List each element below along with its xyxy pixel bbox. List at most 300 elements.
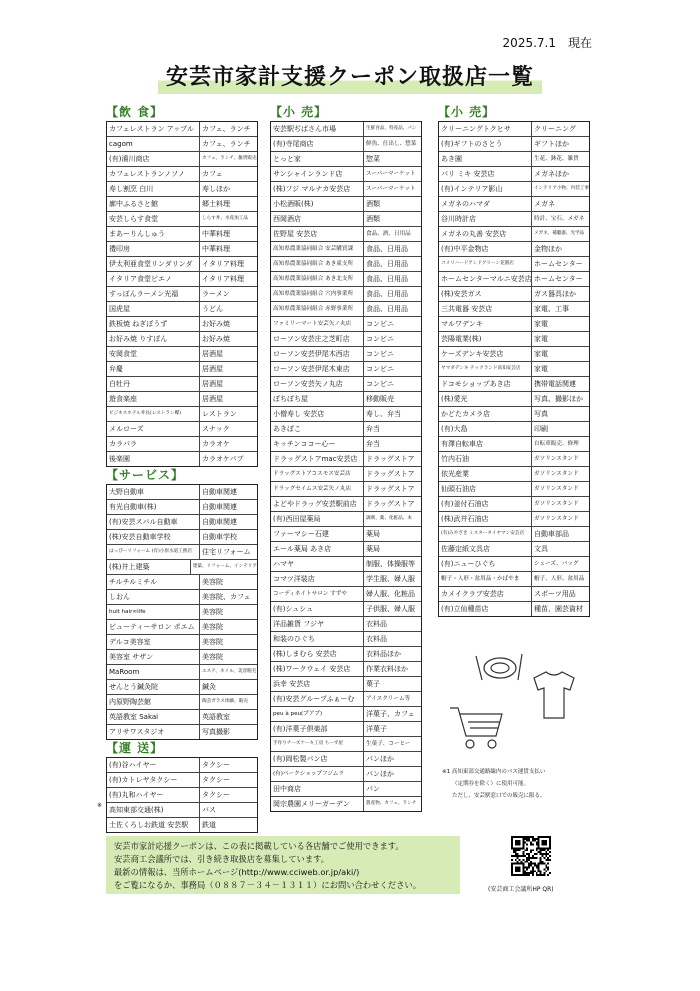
table-row bbox=[439, 257, 589, 272]
shop-name: 有光自動車(株) bbox=[107, 500, 200, 514]
shop-category: 作業衣料ほか bbox=[366, 665, 408, 673]
table-row bbox=[271, 767, 421, 782]
shop-name: (有)寺尾商店 bbox=[271, 137, 364, 151]
shop-name: 寿し割烹 白川 bbox=[107, 182, 200, 196]
shop-category: スーパーマーケット bbox=[366, 171, 416, 177]
shop-category: 英語教室 bbox=[202, 713, 230, 721]
shop-category: バス bbox=[202, 806, 216, 814]
table-row bbox=[107, 302, 257, 317]
table-row bbox=[107, 818, 257, 832]
shop-category: 鍼灸 bbox=[202, 683, 216, 691]
shop-category: パンほか bbox=[366, 770, 394, 778]
tshirt-icon bbox=[534, 672, 574, 718]
shop-name: 田中商店 bbox=[271, 782, 364, 796]
table-row bbox=[439, 287, 589, 302]
shop-category: メガネ bbox=[534, 200, 555, 208]
table-row bbox=[271, 467, 421, 482]
shop-category: 鮮魚、仕出し、惣菜 bbox=[366, 141, 417, 147]
shop-name: すっぽんラーメン光福 bbox=[107, 287, 200, 301]
table-row bbox=[107, 758, 257, 773]
shop-category: 美容院 bbox=[202, 623, 223, 631]
shop-table bbox=[106, 121, 258, 467]
shop-category: 居酒屋 bbox=[202, 380, 223, 388]
shop-name: (株)ワークウェイ 安芸店 bbox=[271, 662, 364, 676]
shop-category: 家電 bbox=[534, 320, 548, 328]
shop-category: ガソリンスタンド bbox=[534, 471, 579, 477]
table-row bbox=[271, 137, 421, 152]
shop-category: 婦人服、化粧品 bbox=[366, 590, 415, 598]
shop-category: ドラッグストア bbox=[366, 470, 415, 478]
shop-category: コンビニ bbox=[366, 350, 394, 358]
shop-name: ローソン安芸伊尾木西店 bbox=[271, 347, 364, 361]
shop-name: ドラッグセイムス安芸矢ノ丸店 bbox=[271, 482, 364, 496]
footer-line-4: をご覧になるか、事務局（０８８７－３４－１３１１）にお問い合わせください。 bbox=[114, 880, 421, 890]
shop-name: (有)みやざき ミスタータイヤマン安芸店 bbox=[439, 527, 532, 541]
shop-category: 自転車販売、修理 bbox=[534, 441, 579, 447]
table-row bbox=[107, 500, 257, 515]
shop-name: かどたカメラ店 bbox=[439, 407, 532, 421]
table-row bbox=[107, 530, 257, 545]
shop-category: 中華料理 bbox=[202, 230, 230, 238]
illustration-icons bbox=[442, 648, 582, 758]
shop-category: コンビニ bbox=[366, 365, 394, 373]
shop-name: 高知県農業協同組合 あき東支所 bbox=[271, 257, 364, 271]
table-row bbox=[107, 485, 257, 500]
shop-category: ドラッグストア bbox=[366, 455, 415, 463]
shop-name: あきぼこ bbox=[271, 422, 364, 436]
shop-category: ホームセンター bbox=[534, 260, 583, 268]
shop-category: 食品、日用品 bbox=[366, 275, 408, 283]
shop-name: 高知県農業協同組合 あき北支所 bbox=[271, 272, 364, 286]
shop-category: 衣料品 bbox=[366, 620, 387, 628]
shop-name: (有)大島 bbox=[439, 422, 532, 436]
shop-category: 鉄道 bbox=[202, 821, 216, 829]
shop-category: 食品、日用品 bbox=[366, 245, 408, 253]
table-row bbox=[107, 317, 257, 332]
category-heading: 【サービス】 bbox=[106, 468, 185, 482]
shop-name: ファーマシー石建 bbox=[271, 527, 364, 541]
table-row bbox=[107, 515, 257, 530]
date-label: 2025.7.1 現在 bbox=[502, 36, 592, 50]
table-row bbox=[107, 242, 257, 257]
shop-category: 衣料品ほか bbox=[366, 650, 401, 658]
shop-category: 金物ほか bbox=[534, 245, 562, 253]
shop-category: 居酒屋 bbox=[202, 395, 223, 403]
table-row bbox=[439, 302, 589, 317]
table-row bbox=[107, 635, 257, 650]
footer-line-2: 安芸商工会議所では、引き続き取扱店を募集しています。 bbox=[114, 854, 330, 864]
shop-name: あき園 bbox=[439, 152, 532, 166]
table-row bbox=[271, 647, 421, 662]
table-row bbox=[271, 587, 421, 602]
table-row bbox=[439, 602, 589, 616]
table-row bbox=[107, 452, 257, 466]
table-row bbox=[271, 572, 421, 587]
shop-name: ローソン安芸伊尾木東店 bbox=[271, 362, 364, 376]
shop-category: ガソリンスタンド bbox=[534, 486, 579, 492]
shop-name: 小僧寿し 安芸店 bbox=[271, 407, 364, 421]
table-row bbox=[439, 362, 589, 377]
table-row bbox=[439, 272, 589, 287]
shop-name: ヤマダデンキ テックランド高知安芸店 bbox=[439, 362, 532, 376]
shop-name: 禮印房 bbox=[107, 242, 200, 256]
shop-category: ガソリンスタンド bbox=[534, 516, 579, 522]
shop-category: 寿しほか bbox=[202, 185, 230, 193]
table-row bbox=[439, 437, 589, 452]
table-row bbox=[271, 542, 421, 557]
table-row bbox=[107, 197, 257, 212]
table-row bbox=[107, 773, 257, 788]
shop-category: タクシー bbox=[202, 776, 230, 784]
shop-category: 家電、工事 bbox=[534, 305, 569, 313]
table-row bbox=[439, 242, 589, 257]
table-row bbox=[271, 302, 421, 317]
table-row bbox=[107, 803, 257, 818]
shop-name: 英語教室 Sakai bbox=[107, 710, 200, 724]
shop-category: 学生服、婦人服 bbox=[366, 575, 415, 583]
shop-category: 薬局 bbox=[366, 530, 380, 538]
shop-name: (有)洋菓子倶楽部 bbox=[271, 722, 364, 736]
shop-category: ラーメン bbox=[202, 290, 230, 298]
shop-category: 弁当 bbox=[366, 440, 380, 448]
shop-name: ハマヤ bbox=[271, 557, 364, 571]
shop-category: 写真 bbox=[534, 410, 548, 418]
shop-category: 食品、日用品 bbox=[366, 260, 408, 268]
table-row bbox=[107, 422, 257, 437]
shop-name: (株)安芸ガス bbox=[439, 287, 532, 301]
table-row bbox=[439, 332, 589, 347]
shop-name: ビューティーサロン ポエム bbox=[107, 620, 200, 634]
shop-name: (有)安芸スバル自動車 bbox=[107, 515, 200, 529]
table-row bbox=[271, 407, 421, 422]
shop-category: パン bbox=[366, 785, 380, 793]
shopping-cart-icon bbox=[450, 708, 502, 748]
shop-category: 郷土料理 bbox=[202, 200, 230, 208]
shop-category: 建築、リフォーム、インテリア bbox=[192, 564, 257, 569]
shop-category: 居酒屋 bbox=[202, 350, 223, 358]
shop-name: メガネの丸善 安芸店 bbox=[439, 227, 532, 241]
shop-name: (株)井上建築 bbox=[107, 560, 191, 574]
shop-category: カラオケ bbox=[202, 440, 230, 448]
table-row bbox=[439, 542, 589, 557]
shop-category: ドラッグストア bbox=[366, 500, 415, 508]
shop-category: タクシー bbox=[202, 761, 230, 769]
table-row bbox=[271, 632, 421, 647]
shop-category: 生鮮食品、特産品、パン bbox=[366, 126, 417, 131]
shop-category: 時計、宝石、メガネ bbox=[534, 216, 585, 222]
table-row bbox=[439, 122, 589, 137]
table-row bbox=[439, 587, 589, 602]
shop-name: 三共電器 安芸店 bbox=[439, 302, 532, 316]
shop-category: 印刷 bbox=[534, 425, 548, 433]
table-row bbox=[107, 695, 257, 710]
shop-name: ローソン安芸矢ノ丸店 bbox=[271, 377, 364, 391]
shop-category: 美容院 bbox=[202, 608, 223, 616]
shop-category: 食品、日用品 bbox=[366, 290, 408, 298]
shop-name: 弁慶 bbox=[107, 362, 200, 376]
table-row bbox=[439, 467, 589, 482]
shop-category: 家電 bbox=[534, 365, 548, 373]
note-line-2: （定期券を除く）に使用可能。 bbox=[452, 781, 530, 787]
shop-category: レストラン bbox=[202, 410, 237, 418]
shop-category: 子供服、婦人服 bbox=[366, 605, 415, 613]
table-row bbox=[107, 257, 257, 272]
shop-name: (有)谷ハイヤー bbox=[107, 758, 200, 772]
table-row bbox=[271, 662, 421, 677]
table-row bbox=[271, 182, 421, 197]
table-row bbox=[271, 677, 421, 692]
shop-category: ガソリンスタンド bbox=[534, 456, 579, 462]
table-row bbox=[271, 437, 421, 452]
shop-name: (有)ニューひぐち bbox=[439, 557, 532, 571]
table-row bbox=[271, 617, 421, 632]
shop-name: カフェレストラン アップル bbox=[107, 122, 200, 136]
shop-name: (有)中平金物店 bbox=[439, 242, 532, 256]
shop-category: 移動販売 bbox=[366, 395, 394, 403]
shop-name: 小松酒販(株) bbox=[271, 197, 364, 211]
table-row bbox=[271, 527, 421, 542]
shop-category: 菓子 bbox=[366, 680, 380, 688]
footer-line-3: 最新の情報は、当所ホームページ(http://www.cciweb.or.jp/aki/) bbox=[114, 867, 360, 877]
shop-category: うどん bbox=[202, 305, 223, 313]
shop-name: peu à peu(プアプ) bbox=[271, 707, 364, 721]
table-row bbox=[439, 407, 589, 422]
shop-name: アリサワスタジオ bbox=[107, 725, 200, 739]
shop-category: スナック bbox=[202, 425, 230, 433]
shop-table bbox=[106, 757, 258, 833]
shop-category: 携帯電話関連 bbox=[534, 380, 576, 388]
shop-name: 帽子・人形・盆用品・かばやま bbox=[439, 572, 532, 586]
shop-name: 後楽園 bbox=[107, 452, 200, 466]
shop-category: 陶芸ガラス体験、販売 bbox=[202, 699, 248, 704]
table-row bbox=[271, 512, 421, 527]
shop-name: とっと家 bbox=[271, 152, 364, 166]
shop-category: 居酒屋 bbox=[202, 365, 223, 373]
shop-name: (有)濱川商店 bbox=[107, 152, 200, 166]
category-heading: 【運 送】 bbox=[106, 741, 164, 755]
shop-name: (株)フジ マルナカ安芸店 bbox=[271, 182, 364, 196]
shop-name: 廓中ふるさと館 bbox=[107, 197, 200, 211]
shop-name: (有)岡松製パン店 bbox=[271, 752, 364, 766]
table-row bbox=[107, 590, 257, 605]
shop-category: 美容院 bbox=[202, 653, 223, 661]
table-row bbox=[439, 152, 589, 167]
table-row bbox=[107, 560, 257, 575]
shop-category: カフェ、ランチ bbox=[202, 140, 251, 148]
shop-name: 安芸しらす食堂 bbox=[107, 212, 200, 226]
table-row bbox=[271, 152, 421, 167]
shop-name: メガネのハマダ bbox=[439, 197, 532, 211]
shop-category: 洋菓子、カフェ bbox=[366, 710, 415, 718]
shop-name: はっぴーリフォーム (有)小原水道工務店 bbox=[107, 545, 200, 559]
shop-category: 衣料品 bbox=[366, 635, 387, 643]
table-row bbox=[107, 377, 257, 392]
shop-category: カラオケパブ bbox=[202, 455, 244, 463]
shop-category: 家電 bbox=[534, 335, 548, 343]
table-row bbox=[439, 377, 589, 392]
table-row bbox=[271, 782, 421, 797]
qr-code-icon[interactable] bbox=[511, 836, 551, 876]
shop-name: ぼちぼち屋 bbox=[271, 392, 364, 406]
table-row bbox=[439, 557, 589, 572]
table-row bbox=[271, 797, 421, 811]
shop-name: せんとう鍼灸院 bbox=[107, 680, 200, 694]
shop-category: ドラッグストア bbox=[366, 485, 415, 493]
category-heading: 【小 売】 bbox=[270, 105, 328, 119]
shop-category: 酒類 bbox=[366, 200, 380, 208]
table-row bbox=[271, 392, 421, 407]
shop-category: 住宅リフォーム bbox=[202, 548, 251, 556]
plate-fork-knife-icon bbox=[476, 654, 522, 680]
shop-name: よどやドラッグ安芸駅前店 bbox=[271, 497, 364, 511]
table-row bbox=[439, 167, 589, 182]
shop-name: 洋品雑貨 フジヤ bbox=[271, 617, 364, 631]
table-row bbox=[107, 272, 257, 287]
shop-category: カフェ、ランチ、雑貨販売 bbox=[202, 156, 257, 161]
table-row bbox=[107, 182, 257, 197]
table-row bbox=[271, 347, 421, 362]
shop-category: ギフトほか bbox=[534, 140, 569, 148]
shop-category: メガネ、補聴器、光学品 bbox=[534, 231, 585, 236]
shop-category: 自動車関連 bbox=[202, 503, 237, 511]
shop-name: (有)丸和ハイヤー bbox=[107, 788, 200, 802]
shop-category: スポーツ用品 bbox=[534, 590, 576, 598]
shop-category: インテリア小物、内装工事 bbox=[533, 186, 589, 191]
table-row bbox=[439, 317, 589, 332]
table-row bbox=[271, 722, 421, 737]
shop-name: (有)ベークショップフジムラ bbox=[271, 767, 364, 781]
shop-name: 高知県農業協同組合 穴内事業所 bbox=[271, 287, 364, 301]
shop-category: カフェ bbox=[202, 170, 223, 178]
shop-name: 有澤自転車店 bbox=[439, 437, 532, 451]
shop-name: 国虎屋 bbox=[107, 302, 200, 316]
shop-category: 自動車学校 bbox=[202, 533, 237, 541]
shop-category: 寿し、弁当 bbox=[366, 410, 401, 418]
table-row bbox=[271, 332, 421, 347]
shop-name: お好み焼 りすぼん bbox=[107, 332, 200, 346]
shop-category: 食品、酒、日用品 bbox=[366, 231, 411, 237]
table-row bbox=[439, 422, 589, 437]
shop-name: 大野自動車 bbox=[107, 485, 200, 499]
shop-name: コマツ洋装店 bbox=[271, 572, 364, 586]
shop-category: スーパーマーケット bbox=[366, 186, 416, 192]
shop-name: デルコ美容室 bbox=[107, 635, 200, 649]
table-row bbox=[271, 707, 421, 722]
table-row bbox=[107, 437, 257, 452]
column-2 bbox=[270, 104, 422, 812]
table-row bbox=[271, 317, 421, 332]
category-heading: 【小 売】 bbox=[438, 105, 496, 119]
shop-name: カメイクラブ安芸店 bbox=[439, 587, 532, 601]
shop-name: MaRoom bbox=[107, 665, 200, 679]
shop-category: 酒類 bbox=[366, 215, 380, 223]
table-row bbox=[439, 197, 589, 212]
column-1 bbox=[106, 104, 258, 833]
page-title: 安芸市家計支援クーポン取扱店一覧 bbox=[158, 60, 542, 94]
table-row bbox=[271, 227, 421, 242]
table-row bbox=[107, 122, 257, 137]
shop-name: (有)インテリア影山 bbox=[439, 182, 532, 196]
table-row bbox=[271, 212, 421, 227]
shop-name: 和装のひぐち bbox=[271, 632, 364, 646]
shop-name: (有)シュシュ bbox=[271, 602, 364, 616]
shop-category: 種苗、園芸資材 bbox=[534, 605, 583, 613]
shop-name: 谷川時計店 bbox=[439, 212, 532, 226]
table-row bbox=[107, 212, 257, 227]
table-row bbox=[439, 512, 589, 527]
bus-note bbox=[442, 766, 546, 802]
shop-category: コンビニ bbox=[366, 335, 394, 343]
shop-category: イタリア料理 bbox=[202, 275, 244, 283]
shop-name: クリーニングトクヒサ bbox=[439, 122, 532, 136]
shop-name: 佐藤定紙文具店 bbox=[439, 542, 532, 556]
table-row bbox=[439, 497, 589, 512]
shop-name: パリ ミキ 安芸店 bbox=[439, 167, 532, 181]
shop-name: (株)武井石油店 bbox=[439, 512, 532, 526]
shop-category: 制服、体操服等 bbox=[366, 560, 415, 568]
table-row bbox=[107, 680, 257, 695]
shop-name: 高知県農業協同組合 安芸購買課 bbox=[271, 242, 364, 256]
table-row bbox=[107, 407, 257, 422]
shop-name: 仙頭石油店 bbox=[439, 482, 532, 496]
shop-table bbox=[106, 484, 258, 740]
shop-name: ドラッグストアmac安芸店 bbox=[271, 452, 364, 466]
table-row bbox=[107, 620, 257, 635]
shop-name: (有)立仙種苗店 bbox=[439, 602, 532, 616]
table-row bbox=[439, 137, 589, 152]
table-row bbox=[107, 392, 257, 407]
shop-category: シューズ、バッグ bbox=[534, 561, 579, 567]
table-row bbox=[107, 650, 257, 665]
shop-name: カラパラ bbox=[107, 437, 200, 451]
shop-name: ビジネスホテル井長(レストラン蝶) bbox=[107, 407, 200, 421]
footer-info-box bbox=[106, 836, 460, 894]
shop-category: カフェ、ランチ bbox=[202, 125, 251, 133]
shop-table bbox=[270, 121, 422, 812]
note-line-1: ※1 高知東部交通路線内のバス運賃支払い bbox=[442, 769, 546, 775]
shop-category: ホームセンター bbox=[534, 275, 583, 283]
table-row bbox=[271, 602, 421, 617]
table-row bbox=[107, 575, 257, 590]
table-row bbox=[107, 152, 257, 167]
shop-name: サンシャインランド店 bbox=[271, 167, 364, 181]
shop-category: 写真撮影 bbox=[202, 728, 230, 736]
shop-category: 弁当 bbox=[366, 425, 380, 433]
table-row bbox=[107, 710, 257, 725]
shop-category: しらす丼、水産加工品 bbox=[202, 216, 248, 221]
table-row bbox=[107, 332, 257, 347]
table-row bbox=[107, 362, 257, 377]
table-row bbox=[271, 197, 421, 212]
shop-name: (有)安芸グループふぁーむ bbox=[271, 692, 364, 706]
table-row bbox=[271, 257, 421, 272]
shop-name: huit hair∞life bbox=[107, 605, 200, 619]
shop-category: お好み焼 bbox=[202, 335, 230, 343]
shop-name: 安芸駅ぢばさん市場 bbox=[271, 122, 364, 136]
shop-category: 中華料理 bbox=[202, 245, 230, 253]
shop-category: 家電 bbox=[534, 350, 548, 358]
shop-name: コーディネイトサロン すずや bbox=[271, 587, 364, 601]
shop-name: 土佐くろしお鉄道 安芸駅 bbox=[107, 818, 200, 832]
table-row bbox=[271, 752, 421, 767]
shop-category: 美容院 bbox=[202, 638, 223, 646]
shop-name: (有)カトレヤタクシー bbox=[107, 773, 200, 787]
shop-name: エール薬局 あき店 bbox=[271, 542, 364, 556]
table-row bbox=[107, 347, 257, 362]
table-row bbox=[439, 482, 589, 497]
shop-name: 浜幸 安芸店 bbox=[271, 677, 364, 691]
shop-category: 調剤、薬、化粧品、本 bbox=[366, 516, 412, 521]
